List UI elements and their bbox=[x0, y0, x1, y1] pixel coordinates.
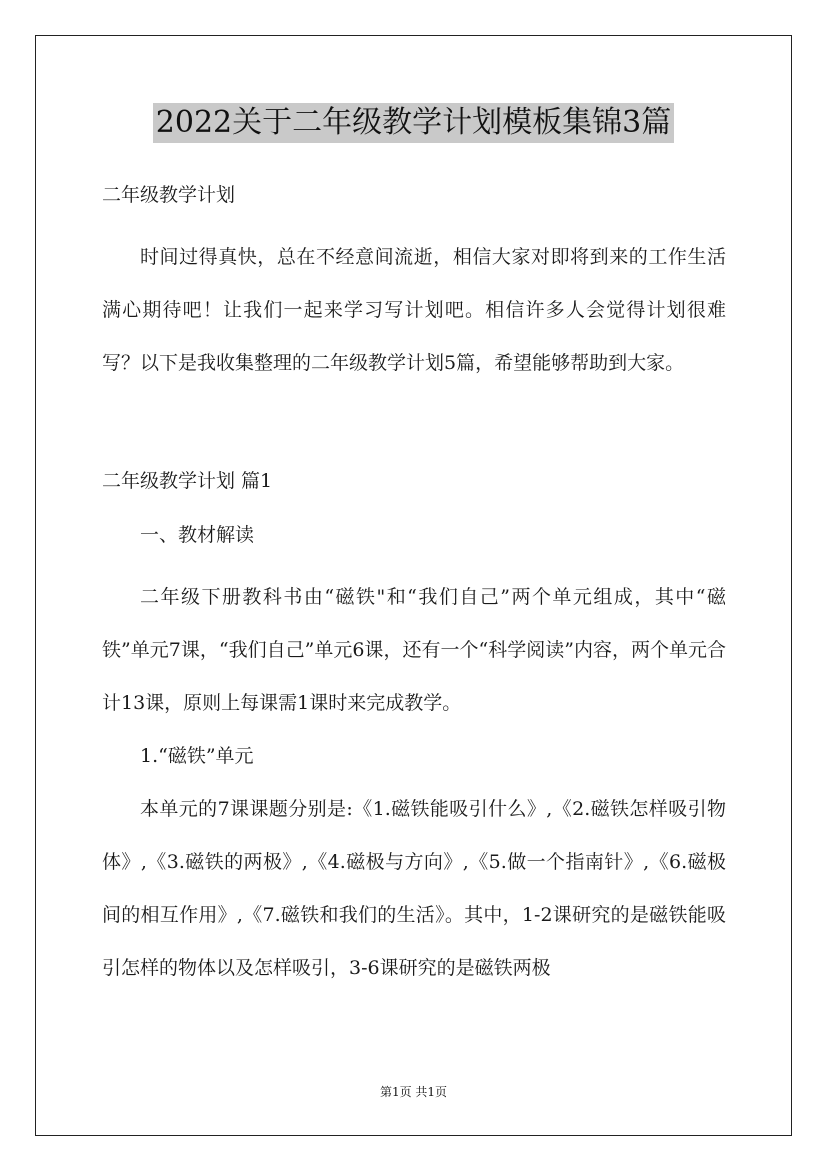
intro-paragraph: 时间过得真快，总在不经意间流逝，相信大家对即将到来的工作生活满心期待吧！让我们一起来学习写计划吧。相信许多人会觉得计划很难写？以下是我收集整理的二年级教学计划5篇，希望能够帮助到大家。 bbox=[102, 246, 726, 374]
subheading-magnet-unit: 1.“磁铁”单元 bbox=[140, 745, 254, 767]
paragraph-magnet-unit: 本单元的7课课题分别是:《1.磁铁能吸引什么》,《2.磁铁怎样吸引物体》,《3.磁铁的两极》,《4.磁极与方向》,《5.做一个指南针》,《6.磁极间的相互作用》,《7.磁铁和我们的生活》。其中，1-2课研究的是磁铁能吸引怎样的物体以及怎样吸引，3-6课研究的是磁铁两极 bbox=[102, 798, 726, 979]
spacer bbox=[102, 390, 726, 463]
document-body bbox=[102, 177, 726, 995]
section-heading: 二年级教学计划 篇1 bbox=[102, 470, 273, 492]
page-footer: 第1页 共1页 bbox=[379, 1085, 448, 1099]
spacer bbox=[102, 553, 726, 571]
spacer bbox=[102, 499, 726, 517]
title-container bbox=[0, 103, 827, 143]
document-title: 2022关于二年级教学计划模板集锦3篇 bbox=[153, 103, 674, 143]
subheading-textbook-analysis: 一、教材解读 bbox=[140, 524, 255, 546]
spacer bbox=[102, 213, 726, 231]
intro-heading: 二年级教学计划 bbox=[102, 184, 236, 206]
paragraph-textbook-analysis: 二年级下册教科书由“磁铁"和“我们自己”两个单元组成，其中“磁铁”单元7课，“我们自己”单元6课，还有一个“科学阅读”内容，两个单元合计13课，原则上每课需1课时来完成教学。 bbox=[102, 586, 726, 714]
